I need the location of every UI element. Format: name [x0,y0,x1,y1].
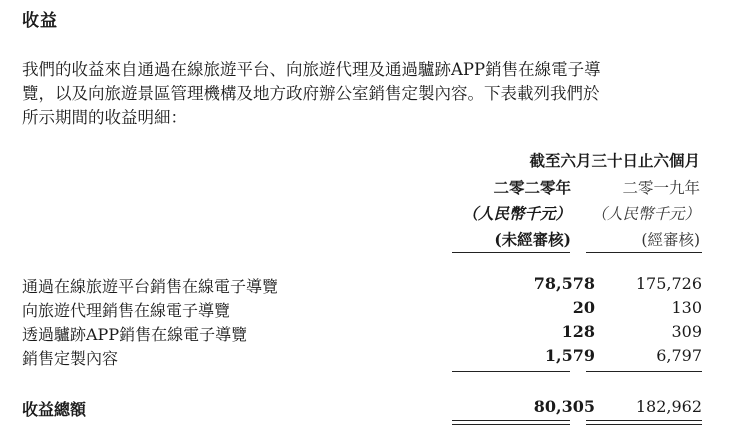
total-value-2019: 182,962 [635,397,702,416]
table-row [22,274,702,296]
paragraph-line: 我們的收益來自通過在線旅遊平台、向旅遊代理及通過驢跡APP銷售在線電子導 [22,60,601,79]
period-header: 截至六月三十日止六個月 [529,151,700,170]
row-label: 通過在線旅遊平台銷售在線電子導覽 [22,277,279,296]
header-rule-2019 [586,252,702,253]
table-row [22,298,702,320]
table-row [22,322,702,344]
column-year-2019: 二零一九年 [622,179,700,197]
value-2020: 78,578 [533,274,595,293]
row-label: 向旅遊代理銷售在線電子導覽 [22,301,231,320]
row-label: 銷售定製內容 [22,349,119,368]
value-2019: 175,726 [635,274,702,293]
column-audit-2020: (未經審核) [494,230,571,249]
section-heading: 收益 [22,11,58,31]
table-row [22,346,702,368]
header-rule-2020 [452,252,570,253]
column-year-2020: 二零二零年 [493,178,571,197]
value-2019: 309 [671,322,702,341]
column-audit-2019: (經審核) [641,231,700,249]
paragraph-line: 覽，以及向旅遊景區管理機構及地方政府辦公室銷售定製內容。下表載列我們於 [22,84,600,103]
value-2019: 130 [671,298,702,317]
total-row [22,397,702,419]
total-double-rule-2019 [586,420,702,425]
total-value-2020: 80,305 [533,397,595,416]
column-unit-2020: （人民幣千元） [462,204,571,223]
intro-paragraph [22,58,712,130]
paragraph-line: 所示期間的收益明細： [22,108,187,127]
column-unit-2019: （人民幣千元） [591,205,700,223]
row-label: 透過驢跡APP銷售在線電子導覽 [22,325,248,344]
value-2020: 20 [572,298,595,317]
total-label: 收益總額 [22,400,87,419]
subtotal-rule-2019 [586,371,702,372]
value-2020: 128 [561,322,595,341]
subtotal-rule-2020 [452,371,570,372]
value-2020: 1,579 [544,346,595,365]
total-double-rule-2020 [452,420,570,425]
value-2019: 6,797 [656,346,702,365]
